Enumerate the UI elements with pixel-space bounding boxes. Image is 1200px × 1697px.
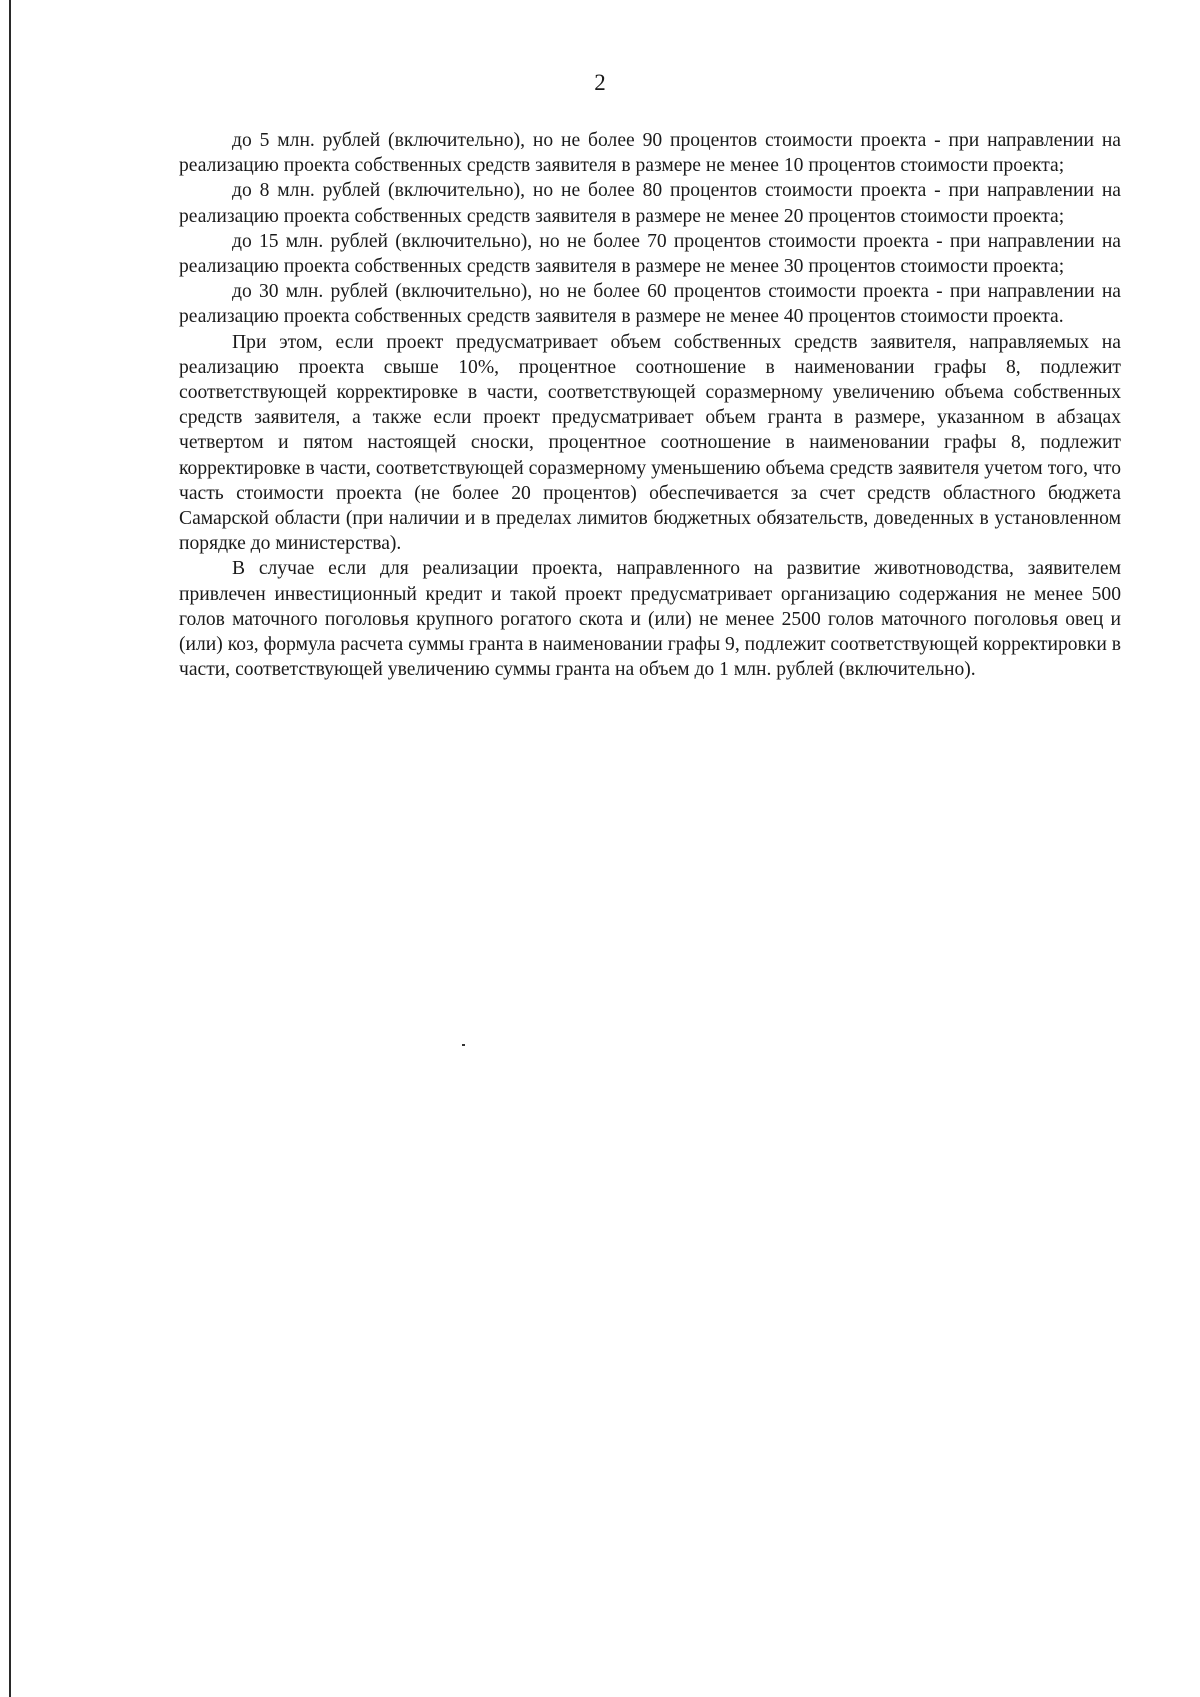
- scan-edge-line: [9, 0, 11, 1697]
- paragraph-grant-30mln: до 30 млн. рублей (включительно), но не более 60 процентов стоимости проекта - при направлении на реализацию проекта собственных средств заявителя в размере не менее 40 процентов стоимости проекта.: [179, 281, 1121, 328]
- paragraph-own-funds-adjustment: При этом, если проект предусматривает объем собственных средств заявителя, направляемых на реализацию проекта свыше 10%, процентное соотношение в наименовании графы 8, подлежит соответствующей корректировке в части, соответствующей соразмерному увеличению объема собственных средств заявителя, а также если проект предусматривает объем гранта в размере, указанном в абзацах четвертом и пятом настоящей сноски, процентное соотношение в наименовании графы 8, подлежит корректировке в части, соответствующей соразмерному уменьшению объема средств заявителя учетом того, что часть стоимости проекта (не более 20 процентов) обеспечивается за счет средств областного бюджета Самарской области (при наличии и в пределах лимитов бюджетных обязательств, доведенных в установленном порядке до министерства).: [179, 331, 1121, 555]
- document-body: [179, 128, 1121, 682]
- scan-speck: [462, 1044, 465, 1046]
- paragraph-grant-8mln: до 8 млн. рублей (включительно), но не более 80 процентов стоимости проекта - при направлении на реализацию проекта собственных средств заявителя в размере не менее 20 процентов стоимости проекта;: [179, 180, 1121, 227]
- page-number: 2: [594, 70, 606, 95]
- paragraph-grant-15mln: до 15 млн. рублей (включительно), но не более 70 процентов стоимости проекта - при направлении на реализацию проекта собственных средств заявителя в размере не менее 30 процентов стоимости проекта;: [179, 230, 1121, 278]
- paragraph-livestock-credit: В случае если для реализации проекта, направленного на развитие животноводства, заявителем привлечен инвестиционный кредит и такой проект предусматривает организацию содержания не менее 500 голов маточного поголовья крупного рогатого скота и (или) не менее 2500 голов маточного поголовья овец и (или) коз, формула расчета суммы гранта в наименовании графы 9, подлежит соответствующей корректировки в части, соответствующей увеличению суммы гранта на объем до 1 млн. рублей (включительно).: [179, 558, 1121, 681]
- paragraph-grant-5mln: до 5 млн. рублей (включительно), но не более 90 процентов стоимости проекта - при направлении на реализацию проекта собственных средств заявителя в размере не менее 10 процентов стоимости проекта;: [179, 130, 1121, 177]
